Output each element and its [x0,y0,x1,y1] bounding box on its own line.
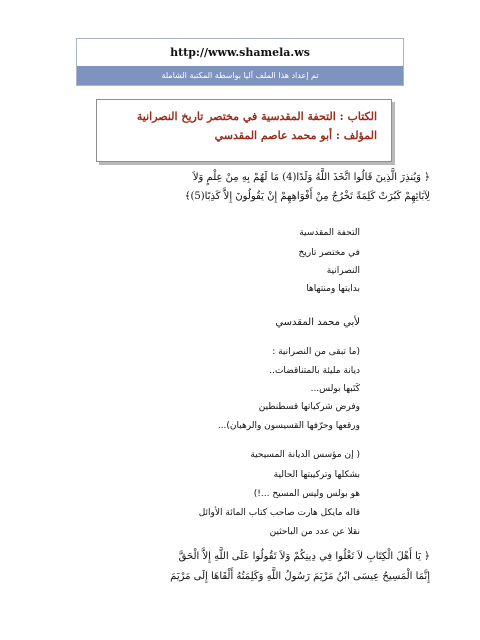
group2-line-2: بشكلها وتركيبتها الحالية [273,470,360,480]
group2-line-5: نقلا عن عدد من الباحثين [269,527,360,537]
group1-line-4: وفرض شركياتها قسطنطين [258,402,360,412]
quran-verse-2-line-2: إِنَّمَا الْمَسِيحُ عِيسَى ابْنُ مَرْيَمَ رَسُولُ اللَّهِ وَكَلِمَتُهُ أَلْقَاهَا إِلَى مَرْيَمَ [170,571,430,582]
book-info-box [96,99,392,162]
shamela-url[interactable]: http://www.shamela.ws [77,39,403,66]
quran-verse-1-line-2: لِآبَائِهِمْ كَبُرَتْ كَلِمَةً تَخْرُجُ مِنْ أَفْوَاهِهِمْ إِنْ يَقُولُونَ إِلاَّ كَذِبًا(5)﴾ [184,191,430,202]
book-title: الكتاب : التحفة المقدسية في مختصر تاريخ النصرانية [136,110,377,123]
title-line-1: التحفة المقدسية [299,228,360,238]
quran-verse-2-line-1: ﴿ يَا أَهْلَ الْكِتَابِ لاَ تَغْلُوا فِي دِينِكُمْ وَلاَ تَقُولُوا عَلَى اللَّهِ إِلاَّ الْحَقَّ [178,551,430,562]
group1-line-3: كَتَبها بولس... [310,384,360,394]
group2-line-3: هو بولس وليس المسيح ...!) [253,489,360,499]
title-line-3: النصرانية [326,266,360,276]
shamela-generated-note: تم إعداد هذا الملف آليا بواسطة المكتبة الشاملة [77,66,403,85]
group1-line-5: ورقعها وحرّفها القسيسون والرهبان)... [217,421,360,431]
title-line-4: بدايتها ومنتهاها [306,284,360,294]
shamela-header-box [76,38,404,86]
group2-line-1: ( إن مؤسس الديانة المسيحية [250,450,360,460]
group1-line-2: ديانة مليئة بالمتناقضات.. [269,366,360,376]
book-author: المؤلف : أبو محمد عاصم المقدسي [214,129,377,142]
title-line-2: في مختصر تاريخ [298,248,360,258]
group2-line-4: قاله مايكل هارت صاحب كتاب المائة الأوائل [198,508,360,518]
group1-line-1: (ما تبقى من النصرانية : [272,347,360,357]
quran-verse-1-line-1: ﴿ وَيُنذِرَ الَّذِينَ قَالُوا اتَّخَذَ اللَّهُ وَلَدًا(4) مَا لَهُمْ بِهِ مِنْ عِلْمٍ وَلاَ [192,172,430,183]
author-line: لأبي محمد المقدسي [275,317,360,328]
